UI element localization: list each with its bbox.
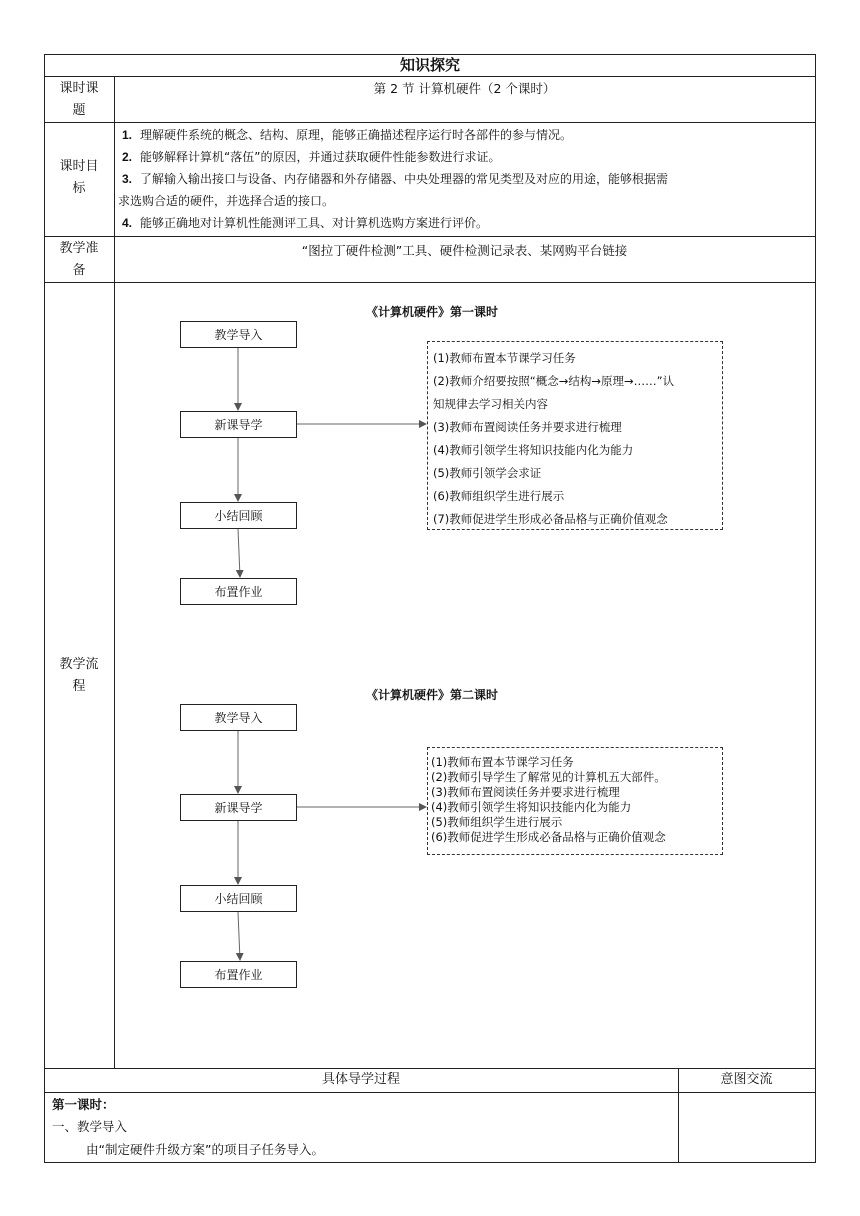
goals-label: 课时目 标	[59, 159, 99, 196]
diagram2-step-intro: 教学导入	[180, 704, 297, 731]
note-item: (4)教师引领学生将知识技能内化为能力	[433, 443, 634, 457]
prep-value: “图拉丁硬件检测”工具、硬件检测记录表、某网购平台链接	[301, 243, 628, 258]
diagram2-title: 《计算机硬件》第二课时	[366, 688, 499, 702]
diagram1-step-new-lesson: 新课导学	[180, 411, 297, 438]
note-item: (4)教师引领学生将知识技能内化为能力	[431, 800, 632, 814]
diagram2-step-new-lesson: 新课导学	[180, 794, 297, 821]
section-title: 知识探究	[399, 56, 460, 74]
note-item: 知规律去学习相关内容	[433, 397, 548, 411]
arrow-d2-3	[238, 912, 240, 960]
goal-item: 4. 能够正确地对计算机性能测评工具、对计算机选购方案进行评价。	[122, 216, 489, 230]
goal-item-continued: 求选购合适的硬件，并选择合适的接口。	[118, 194, 335, 208]
topic-label: 课时课 题	[59, 81, 99, 118]
intent-column-header: 意图交流	[720, 1072, 773, 1087]
diagram1-title: 《计算机硬件》第一课时	[366, 305, 499, 319]
note-item: (6)教师组织学生进行展示	[433, 489, 565, 503]
note-item: (6)教师促进学生形成必备品格与正确价值观念	[431, 830, 666, 844]
arrow-d1-3	[238, 529, 240, 577]
flow-label: 教学流 程	[59, 657, 99, 694]
section-heading: 一、教学导入	[52, 1119, 128, 1134]
note-item: (5)教师引领学会求证	[433, 466, 542, 480]
diagram2-step-homework: 布置作业	[180, 961, 297, 988]
note-item: (5)教师组织学生进行展示	[431, 815, 563, 829]
note-item: (3)教师布置阅读任务并要求进行梳理	[431, 785, 620, 799]
topic-value: 第 2 节 计算机硬件（2 个课时）	[373, 81, 556, 96]
note-item: (2)教师引导学生了解常见的计算机五大部件。	[431, 770, 666, 784]
note-item: (1)教师布置本节课学习任务	[431, 755, 574, 769]
diagram2-step-summary: 小结回顾	[180, 885, 297, 912]
goal-item: 1. 理解硬件系统的概念、结构、原理，能够正确描述程序运行时各部件的参与情况。	[122, 128, 573, 142]
process-column-header: 具体导学过程	[321, 1072, 400, 1087]
diagram1-step-intro: 教学导入	[180, 321, 297, 348]
diagram1-step-homework: 布置作业	[180, 578, 297, 605]
diagram1-step-summary: 小结回顾	[180, 502, 297, 529]
note-item: (3)教师布置阅读任务并要求进行梳理	[433, 420, 622, 434]
lesson-title: 第一课时：	[52, 1097, 115, 1112]
note-item: (2)教师介绍要按照“概念→结构→原理→……”认	[433, 374, 675, 388]
section-text: 由“制定硬件升级方案”的项目子任务导入。	[86, 1142, 324, 1157]
note-item: (7)教师促进学生形成必备品格与正确价值观念	[433, 512, 668, 526]
goal-item: 3. 了解输入输出接口与设备、内存储器和外存储器、中央处理器的常见类型及对应的用途，能够根据需	[122, 172, 669, 186]
goal-item: 2. 能够解释计算机“落伍”的原因，并通过获取硬件性能参数进行求证。	[122, 150, 501, 164]
prep-label: 教学准 备	[59, 241, 99, 278]
note-item: (1)教师布置本节课学习任务	[433, 351, 576, 365]
